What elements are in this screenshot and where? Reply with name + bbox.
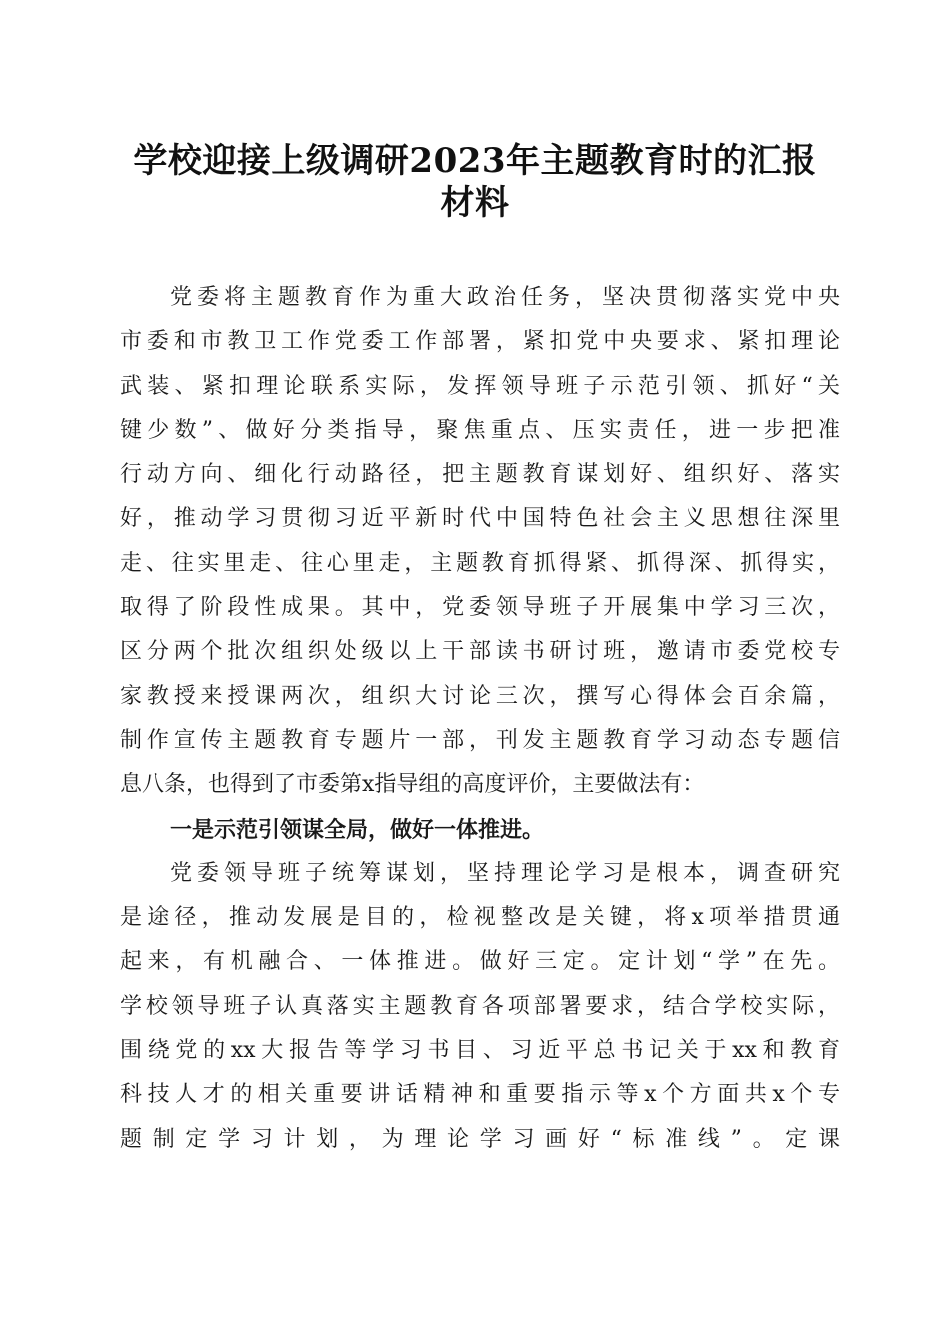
text-line: 科技人才的相关重要讲话精神和重要指示等x个方面共x个专 bbox=[120, 1082, 840, 1108]
text-line: 家教授来授课两次，组织大讨论三次，撰写心得体会百余篇， bbox=[120, 683, 840, 709]
text-line: 起来，有机融合、一体推进。做好三定。定计划“学”在先。 bbox=[120, 949, 840, 975]
text-line: 取得了阶段性成果。其中，党委领导班子开展集中学习三次， bbox=[120, 595, 840, 621]
text-line: 好，推动学习贯彻习近平新时代中国特色社会主义思想往深里 bbox=[120, 506, 840, 532]
text-line: 学校领导班子认真落实主题教育各项部署要求，结合学校实际， bbox=[120, 993, 840, 1019]
text-line: 是途径，推动发展是目的，检视整改是关键，将x项举措贯通 bbox=[120, 905, 840, 931]
title-line: 材料 bbox=[440, 183, 510, 223]
text-line: 围绕党的xx大报告等学习书目、习近平总书记关于xx和教育 bbox=[120, 1038, 840, 1064]
text-line: 党委将主题教育作为重大政治任务，坚决贯彻落实党中央 bbox=[170, 285, 840, 310]
text-line: 市委和市教卫工作党委工作部署，紧扣党中央要求、紧扣理论 bbox=[120, 329, 840, 355]
text-line: 题制定学习计划，为理论学习画好“标准线”。定课 bbox=[120, 1126, 840, 1152]
section-heading bbox=[120, 808, 840, 852]
document-title bbox=[115, 140, 835, 224]
paragraph-intro bbox=[120, 276, 840, 808]
document-body bbox=[120, 276, 840, 1162]
text-line: 武装、紧扣理论联系实际，发挥领导班子示范引领、抓好“关 bbox=[120, 373, 840, 399]
paragraph-section-one bbox=[120, 852, 840, 1162]
text-line: 制作宣传主题教育专题片一部，刊发主题教育学习动态专题信 bbox=[120, 727, 840, 753]
heading-line: 一是示范引领谋全局，做好一体推进。 bbox=[170, 816, 545, 843]
text-line: 键少数”、做好分类指导，聚焦重点、压实责任，进一步把准 bbox=[120, 417, 840, 443]
text-line: 行动方向、细化行动路径，把主题教育谋划好、组织好、落实 bbox=[120, 462, 840, 488]
text-line: 息八条，也得到了市委第x指导组的高度评价，主要做法有： bbox=[120, 772, 705, 798]
title-line: 学校迎接上级调研2023年主题教育时的汇报 bbox=[133, 141, 817, 181]
text-line: 党委领导班子统筹谋划，坚持理论学习是根本，调查研究 bbox=[170, 860, 840, 886]
text-line: 区分两个批次组织处级以上干部读书研讨班，邀请市委党校专 bbox=[120, 639, 840, 665]
text-line: 走、往实里走、往心里走，主题教育抓得紧、抓得深、抓得实， bbox=[120, 550, 840, 576]
